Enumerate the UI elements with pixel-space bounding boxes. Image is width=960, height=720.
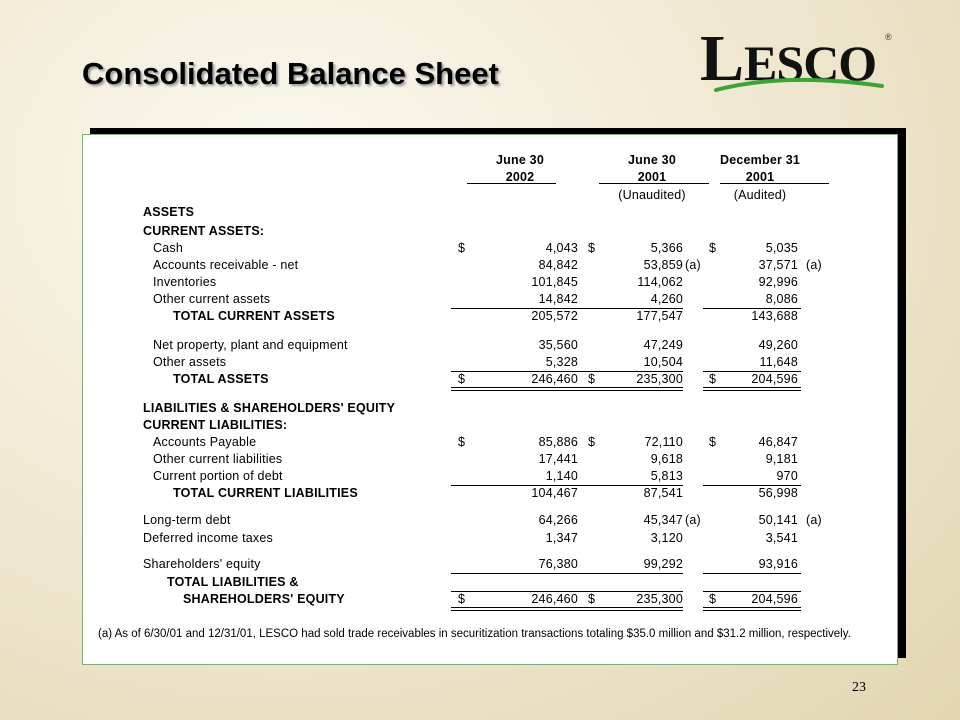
column-header: June 30 [496,153,544,167]
amount-cell: 1,347 [545,531,578,545]
header-underline [599,183,709,184]
logo-swoosh-icon [714,70,884,94]
amount-cell: 4,043 [545,241,578,255]
amount-cell: 235,300 [636,372,683,386]
amount-cell: 99,292 [643,557,683,571]
row-label: Net property, plant and equipment [153,338,348,352]
footnote: (a) As of 6/30/01 and 12/31/01, LESCO had sold trade receivables in securitization transactions totaling $35.0 million and $31.2 million, respectively. [98,628,851,640]
amount-cell: 14,842 [538,292,578,306]
row-label: Current portion of debt [153,469,283,483]
amount-cell: 5,328 [545,355,578,369]
subtotal-underline [451,573,581,574]
total-overline [451,591,581,592]
amount-cell: 101,845 [531,275,578,289]
amount-cell: 64,266 [538,513,578,527]
subtotal-underline [578,573,683,574]
amount-cell: 11,648 [759,355,798,369]
amount-cell: 235,300 [636,592,683,606]
amount-cell: 4,260 [650,292,683,306]
header-underline [720,183,829,184]
row-label: Shareholders' equity [143,557,261,571]
column-header-note: (Unaudited) [618,188,686,202]
amount-cell: 50,141 [758,513,798,527]
amount-cell: 46,847 [758,435,798,449]
total-double-underline-1 [703,607,801,608]
total-overline [578,371,683,372]
amount-cell: 8,086 [765,292,798,306]
row-label: Long-term debt [143,513,231,527]
amount-cell: 76,380 [538,557,578,571]
row-label: Other current liabilities [153,452,283,466]
total-double-underline-1 [451,387,581,388]
amount-cell: 5,366 [650,241,683,255]
amount-cell: 56,998 [758,486,798,500]
column-header: December 31 [719,153,801,167]
subtotal-underline [703,573,801,574]
amount-cell: 49,260 [758,338,798,352]
total-double-underline-1 [578,607,683,608]
total-double-underline-2 [451,610,581,611]
row-label: Other current assets [153,292,271,306]
total-overline [703,591,801,592]
footnote-ref: (a) [685,258,701,272]
row-label: LIABILITIES & SHAREHOLDERS' EQUITY [143,401,396,415]
amount-cell: 114,062 [637,275,683,289]
amount-cell: 143,688 [751,309,798,323]
currency-symbol: $ [709,592,717,606]
amount-cell: 9,618 [650,452,683,466]
row-label: TOTAL CURRENT ASSETS [173,309,335,323]
row-label: Accounts Payable [153,435,257,449]
amount-cell: 5,035 [765,241,798,255]
amount-cell: 93,916 [758,557,798,571]
amount-cell: 92,996 [758,275,798,289]
logo-letters: ESCO [744,35,877,91]
total-double-underline-2 [578,610,683,611]
total-overline [578,591,683,592]
currency-symbol: $ [588,372,596,386]
footnote-ref: (a) [806,258,822,272]
footnote-ref: (a) [685,513,701,527]
amount-cell: 10,504 [643,355,683,369]
amount-cell: 37,571 [758,258,798,272]
logo-letter-l: L [700,22,745,95]
amount-cell: 47,249 [643,338,683,352]
amount-cell: 3,541 [765,531,798,545]
amount-cell: 204,596 [751,372,798,386]
slide-title: Consolidated Balance Sheet [82,56,499,91]
column-header-year: 2001 [745,170,775,184]
amount-cell: 45,347 [643,513,683,527]
row-label: ASSETS [143,205,195,219]
header-underline [467,183,556,184]
lesco-logo [700,22,900,96]
column-header-year: 2002 [505,170,535,184]
row-label: Accounts receivable - net [153,258,299,272]
row-label: CURRENT LIABILITIES: [143,418,288,432]
currency-symbol: $ [709,372,717,386]
row-label: Other assets [153,355,227,369]
amount-cell: 87,541 [643,486,683,500]
row-label: Deferred income taxes [143,531,273,545]
registered-mark: ® [885,32,892,42]
amount-cell: 205,572 [531,309,578,323]
column-header-year: 2001 [637,170,667,184]
amount-cell: 9,181 [765,452,798,466]
currency-symbol: $ [709,435,717,449]
amount-cell: 17,441 [538,452,578,466]
currency-symbol: $ [709,241,717,255]
amount-cell: 84,842 [538,258,578,272]
currency-symbol: $ [458,241,466,255]
total-double-underline-1 [578,387,683,388]
total-double-underline-1 [703,387,801,388]
row-label: TOTAL CURRENT LIABILITIES [173,486,358,500]
total-double-underline-1 [451,607,581,608]
column-header-note: (Audited) [733,188,787,202]
currency-symbol: $ [458,592,466,606]
currency-symbol: $ [588,241,596,255]
amount-cell: 970 [776,469,798,483]
amount-cell: 246,460 [531,592,578,606]
currency-symbol: $ [588,592,596,606]
currency-symbol: $ [588,435,596,449]
total-double-underline-2 [451,390,581,391]
row-label: TOTAL LIABILITIES & [167,575,299,589]
row-label: Inventories [153,275,217,289]
amount-cell: 5,813 [650,469,683,483]
total-overline [703,371,801,372]
row-label: CURRENT ASSETS: [143,224,265,238]
amount-cell: 85,886 [538,435,578,449]
currency-symbol: $ [458,435,466,449]
amount-cell: 35,560 [538,338,578,352]
total-double-underline-2 [703,390,801,391]
amount-cell: 1,140 [545,469,578,483]
footnote-ref: (a) [806,513,822,527]
page-number: 23 [852,680,866,695]
amount-cell: 72,110 [644,435,683,449]
row-label: Cash [153,241,183,255]
column-header: June 30 [628,153,676,167]
total-overline [451,371,581,372]
amount-cell: 3,120 [650,531,683,545]
row-label: SHAREHOLDERS' EQUITY [183,592,345,606]
amount-cell: 204,596 [751,592,798,606]
row-label: TOTAL ASSETS [173,372,269,386]
amount-cell: 177,547 [636,309,683,323]
currency-symbol: $ [458,372,466,386]
amount-cell: 53,859 [643,258,683,272]
total-double-underline-2 [578,390,683,391]
balance-sheet-panel [82,134,898,665]
total-double-underline-2 [703,610,801,611]
amount-cell: 104,467 [531,486,578,500]
amount-cell: 246,460 [531,372,578,386]
